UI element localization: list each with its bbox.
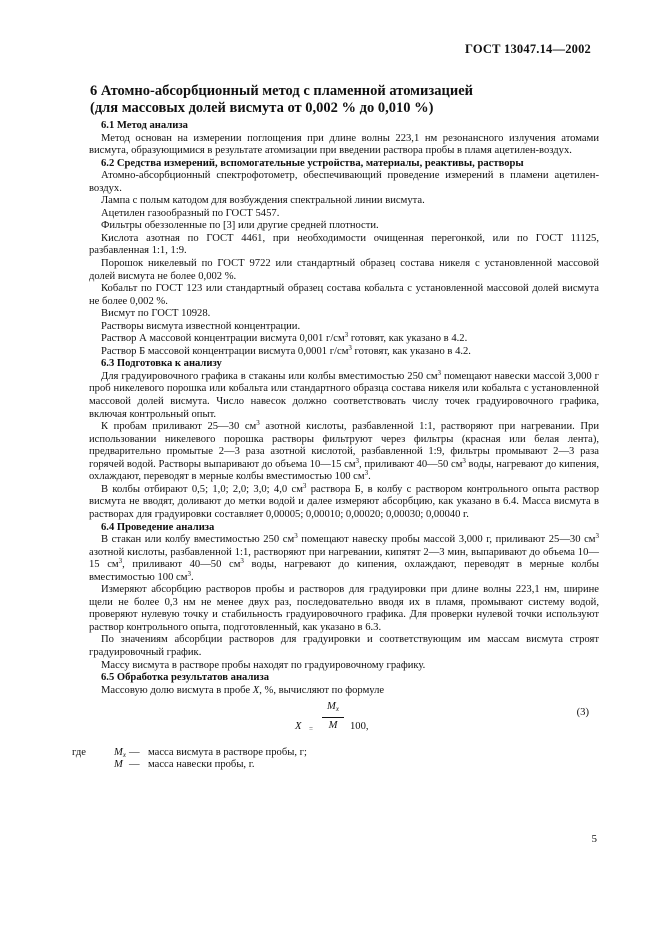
- subsection-heading-6-5: 6.5 Обработка результатов анализа: [101, 672, 270, 684]
- equipment-item: Фильтры обеззоленные по [3] или другие средней плотности.: [101, 220, 379, 232]
- equipment-item: Ацетилен газообразный по ГОСТ 5457.: [101, 207, 280, 219]
- subsection-heading-6-4: 6.4 Проведение анализа: [101, 521, 215, 533]
- subsection-heading-6-1: 6.1 Метод анализа: [101, 120, 188, 131]
- formula-legend: [72, 747, 599, 773]
- formula-denominator: M: [328, 720, 338, 732]
- section-title-line-1: 6 Атомно-абсорбционный метод с пламенной атомизацией: [90, 83, 473, 99]
- subsection-heading-6-2: 6.2 Средства измерений, вспомогательные устройства, материалы, реактивы, растворы: [101, 157, 524, 169]
- section-title-line-2: (для массовых долей висмута от 0,002 % до 0,010 %): [90, 100, 434, 116]
- legend-symbol: $M_x$: [114, 747, 126, 760]
- formula-3: [89, 697, 599, 747]
- solution-a: Раствор А массовой концентрации висмута 0,001 $г/см^3$ готовят, как указано в 4.2.: [101, 331, 468, 345]
- legend-dash: —: [129, 747, 140, 759]
- paragraph-6-3-2: К пробам приливают 25—30 $см^3$ азотной кислоты, разбавленной 1:1, растворяют при нагревании. При использовании никелевого порошка растворы фильтруют через фильтры (красная или белая лента), предварительно промытые 2—3 раза азотной кислотой, разбавленной 1:9, фильтры промывают 2—3 раза горячей водой. Растворы выпаривают до объема 10—15 $см^3$, приливают 40—50 $см^3$ воды, нагревают до кипения, охлаждают, переводят в мерные колбы вместимостью 100 $см^3$.: [89, 419, 600, 483]
- paragraph-6-3-1: Для градуировочного графика в стаканы или колбы вместимостью 250 $см^3$ помещают навески массой 3,000 г проб никелевого порошка или кобальта или стандартного образца состава никеля или кобальта с установленной массовой долей висмута. Число навесок должно соответствовать числу точек градуировочного графика, включая контрольный опыт.: [89, 368, 599, 420]
- fraction-bar: [322, 717, 344, 718]
- solution-b: Раствор Б массовой концентрации висмута 0,0001 $г/см^3$ готовят, как указано в 4.2.: [101, 343, 471, 357]
- equipment-item: Лампа с полым катодом для возбуждения спектральной линии висмута.: [101, 195, 425, 207]
- section-title: [90, 83, 590, 117]
- subsection-heading-6-3: 6.3 Подготовка к анализу: [101, 358, 222, 370]
- equipment-item: Растворы висмута известной концентрации.: [101, 320, 301, 332]
- equipment-item: Кобальт по ГОСТ 123 или стандартный образец состава кобальта с установленной массовой долей висмута не более 0,002 %.: [89, 283, 599, 307]
- legend-definition: масса навески пробы, г.: [148, 759, 255, 771]
- equipment-item: Атомно-абсорбционный спектрофотометр, обеспечивающий проведение измерений в пламени ацетилен-воздух.: [89, 170, 599, 194]
- paragraph-6-4-1: В стакан или колбу вместимостью 250 $см^3$ помещают навеску пробы массой 3,000 г, приливают 25—30 $см^3$ азотной кислоты, разбавленной 1:1, растворяют при нагревании, кипятят 2—3 мин, выпаривают до объема 10—15 $см^3$, приливают 40—50 $см^3$ воды, нагревают до кипения, охлаждают, переводят в мерные колбы вместимостью 100 $см^3$.: [89, 532, 599, 583]
- formula-numerator: $M_x$: [327, 701, 339, 714]
- paragraph-6-4-4: Массу висмута в растворе пробы находят по градуировочному графику.: [101, 659, 426, 671]
- formula-equals: =: [309, 725, 313, 734]
- paragraph-6-4-3: По значениям абсорбции растворов для градуировки и соответствующим им массам висмута строят градуировочный график.: [89, 634, 599, 658]
- equipment-item: Висмут по ГОСТ 10928.: [101, 308, 211, 320]
- equipment-item: Порошок никелевый по ГОСТ 9722 или стандартный образец состава никеля с установленной массовой долей висмута не более 0,002 %.: [89, 258, 599, 282]
- legend-symbol: M: [114, 759, 123, 771]
- paragraph-6-4-2: Измеряют абсорбцию растворов пробы и растворов для градуировки при длине волны 223,1 нм, ширине щели не более 0,3 нм не менее двух раз, последовательно вводя их в пламя, промывают систему водой, проверяют нулевую точку и стабильность градуировочного графика. Для проверки нулевой точки используют раствор контрольного опыта, подготовленный, как указано в 6.3.: [89, 584, 599, 633]
- where-label: где: [72, 747, 86, 759]
- page-number: 5: [591, 833, 597, 845]
- document-code: ГОСТ 13047.14—2002: [465, 42, 591, 56]
- formula-factor: 100,: [350, 721, 369, 733]
- formula-intro: Массовую долю висмута в пробе X, %, вычисляют по формуле: [101, 684, 385, 696]
- formula-number: (3): [576, 707, 589, 719]
- paragraph-6-1: Метод основан на измерении поглощения при длине волны 223,1 нм резонансного излучения атомами висмута, образующимися в результате атомизации при введении раствора пробы в пламя ацетилен-воздух.: [89, 132, 599, 157]
- legend-definition: масса висмута в растворе пробы, г;: [148, 747, 307, 759]
- paragraph-6-3-3: В колбы отбирают 0,5; 1,0; 2,0; 3,0; 4,0 $см^3$ раствора Б, в колбу с раствором контрольного опыта раствор висмута не вводят, доливают до метки водой и далее измеряют абсорбцию, как указано в 6.4. Масса висмута в растворах для градуировки составляет 0,00005; 0,00010; 0,00020; 0,00030; 0,00040 г.: [89, 481, 599, 520]
- legend-dash: —: [129, 759, 140, 771]
- formula-lhs: X: [295, 721, 302, 733]
- formula-fraction: [322, 701, 344, 733]
- document-body: [72, 120, 600, 773]
- equipment-item: Кислота азотная по ГОСТ 4461, при необходимости очищенная перегонкой, или по ГОСТ 11125, разбавленная 1:1, 1:9.: [89, 232, 599, 257]
